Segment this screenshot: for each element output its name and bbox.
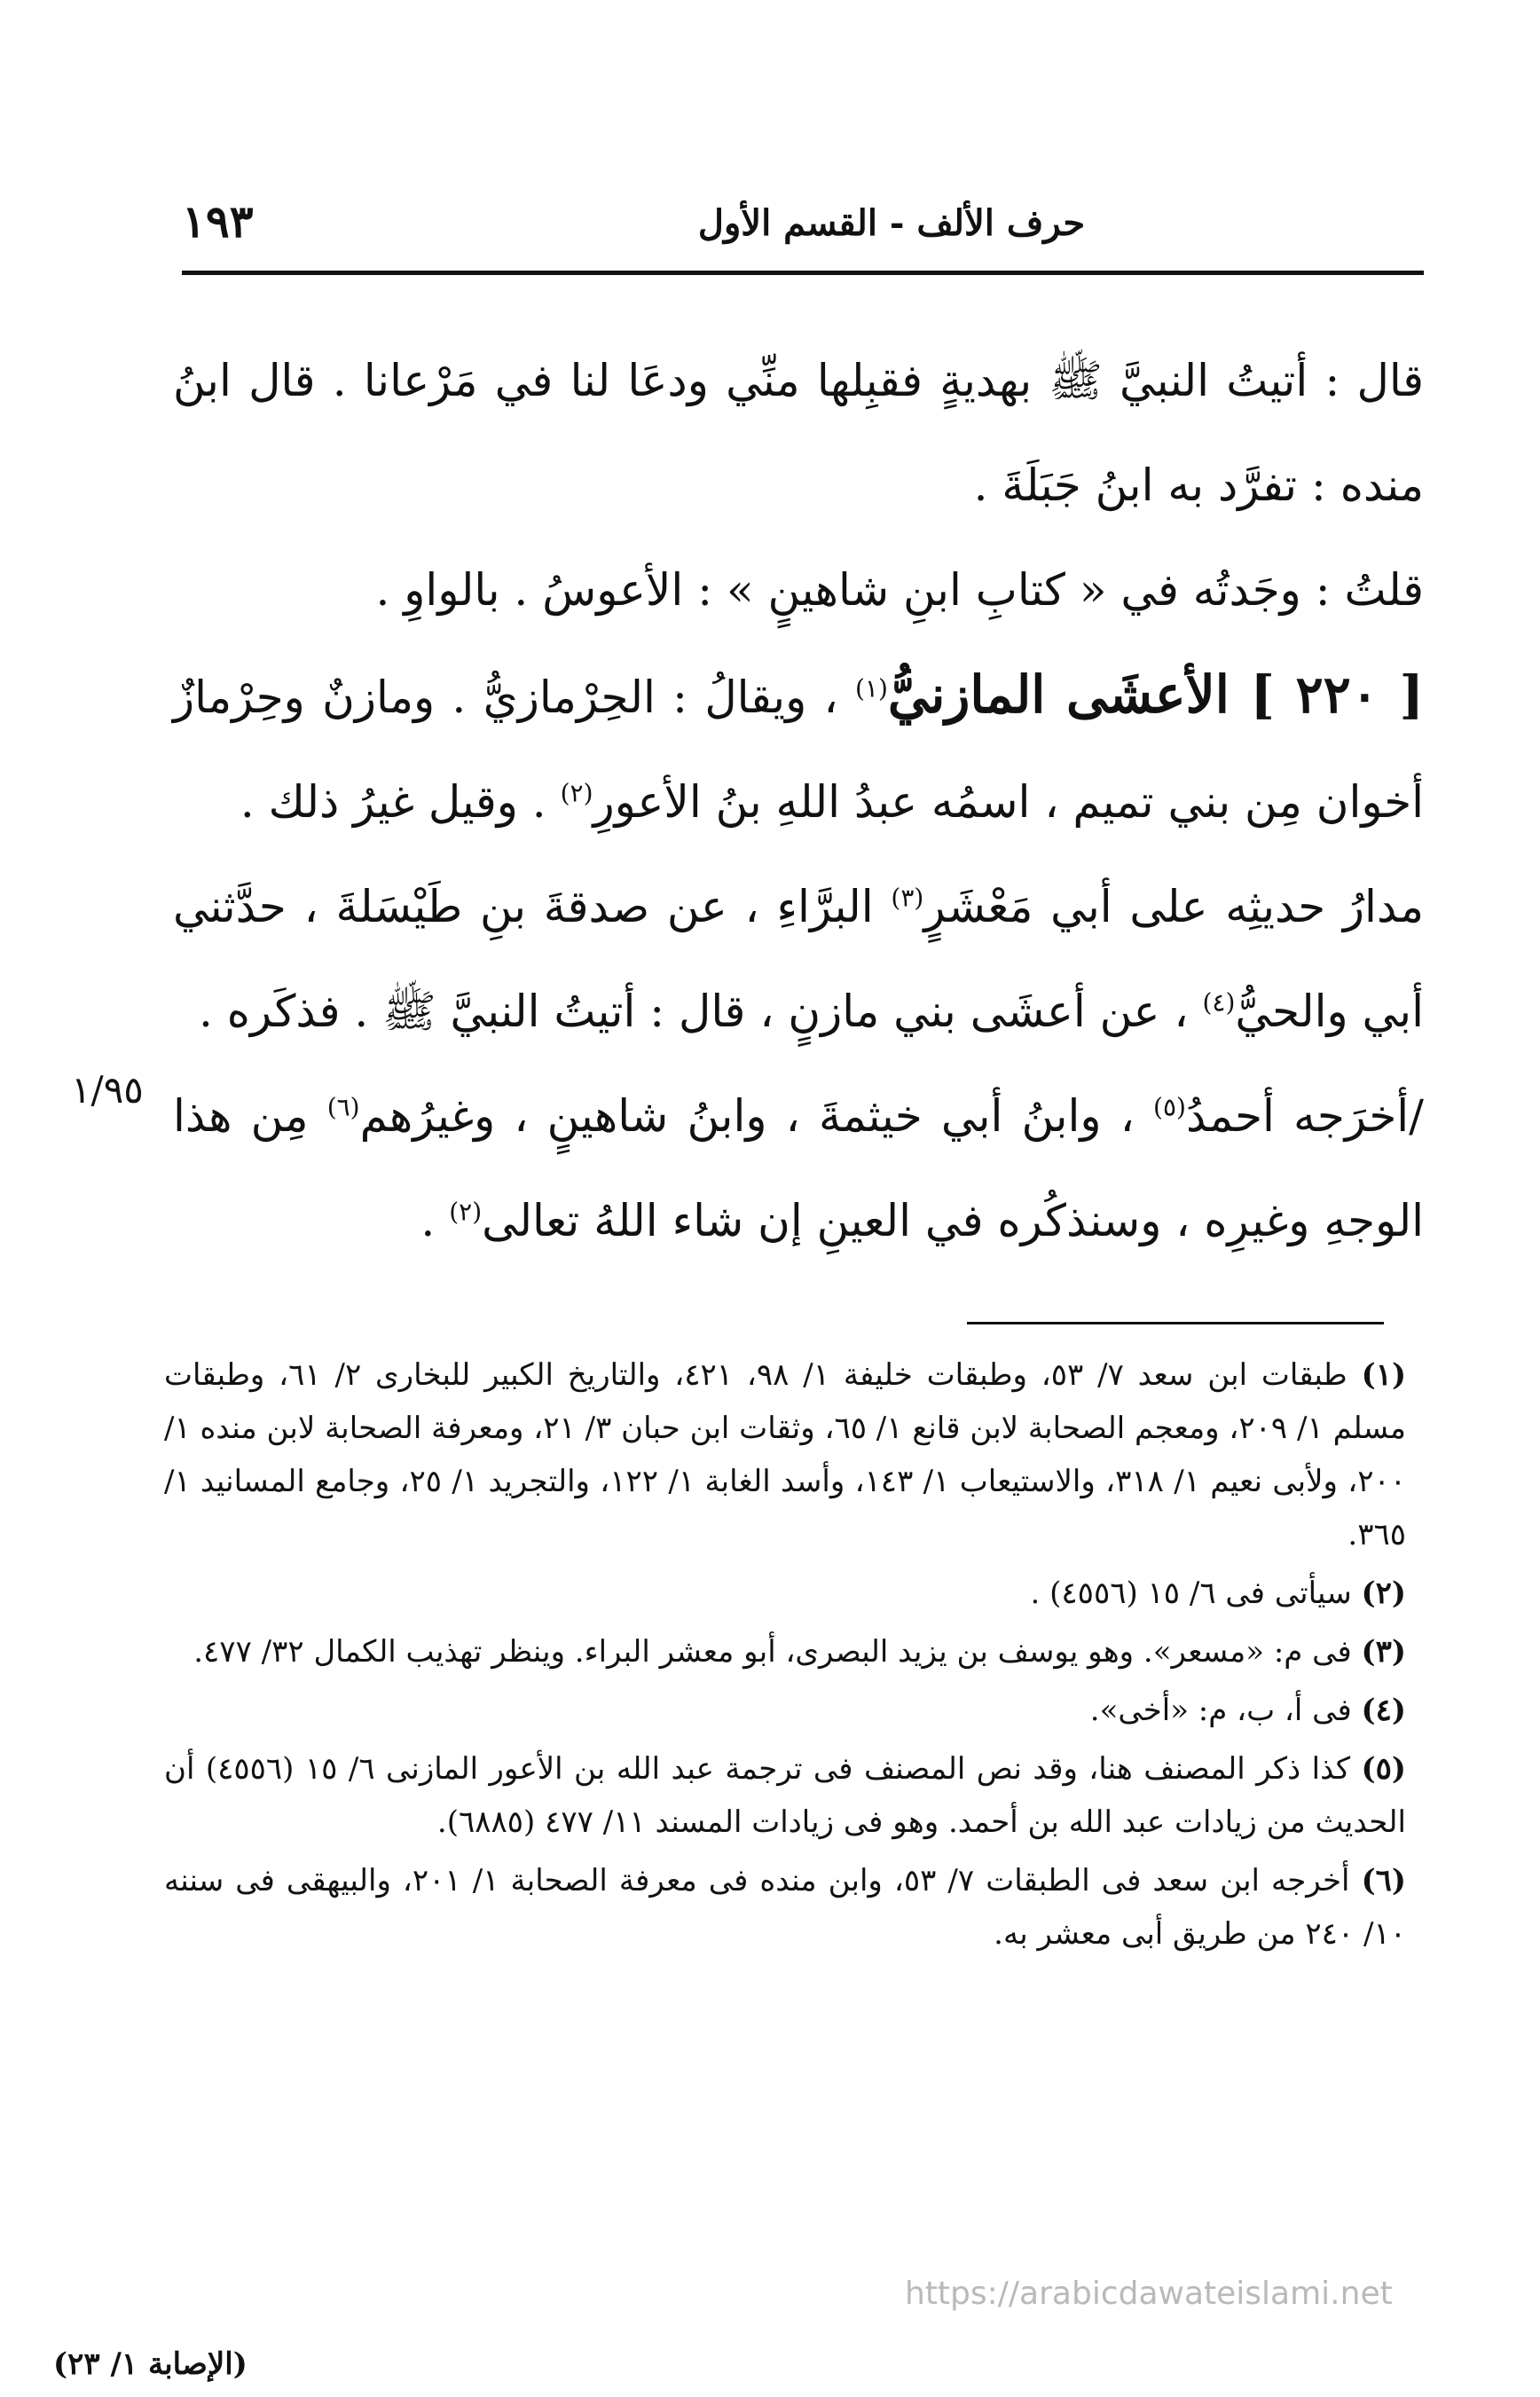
entry-text-end: . وقيل غيرُ ذلك .	[240, 776, 546, 828]
footnote-number: (١)	[1361, 1357, 1407, 1393]
footnote-text: أخرجه ابن سعد فى الطبقات ٧/ ٥٣، وابن منده فى معرفة الصحابة ١/ ٢٠١، والبيهقى فى سننه ١٠/ ٢٤٠ من طريق أبى معشر به.	[164, 1863, 1406, 1952]
paragraph-4-text-b: البرَّاءِ ، عن صدقةَ بنِ طَيْسَلةَ ، حدَّثني أبي والحيُّ	[173, 881, 1424, 1037]
footnote-ref-3[interactable]: (٣)	[891, 883, 924, 913]
footnote-number: (٤)	[1361, 1693, 1406, 1728]
footnote-ref-1[interactable]: (١)	[854, 673, 888, 703]
footnote-rule	[967, 1322, 1384, 1324]
paragraph-5-text-b: ، وابنُ أبي خيثمةَ ، وابنُ شاهينٍ ، وغيرُهم	[359, 1090, 1135, 1142]
watermark-url: https://arabicdawateislami.net	[905, 2275, 1393, 2312]
header-rule	[182, 271, 1424, 275]
footnote	[164, 1684, 1406, 1737]
paragraph-1: قال : أتيتُ النبيَّ ﷺ بهديةٍ فقبِلها منِّي ودعَا لنا في مَرْعانا . قال ابنُ منده : تفرَّد به ابنُ جَبَلَةَ .	[173, 355, 1424, 511]
footnote-ref-6[interactable]: (٦)	[326, 1092, 360, 1122]
page-number: ١٩٣	[182, 195, 254, 248]
entry-heading: [ ٢٢٠ ] الأعشَى المازنيُّ	[887, 664, 1424, 725]
main-text	[173, 328, 1424, 1273]
running-title: حرف الألف - القسم الأول	[697, 202, 1086, 244]
footnote	[164, 1625, 1406, 1678]
bottom-signature: (الإصابة ١/ ٢٣)	[53, 2346, 248, 2382]
footnote-number: (٥)	[1361, 1751, 1406, 1787]
footnote	[164, 1348, 1406, 1561]
paragraph-4	[173, 854, 1424, 1064]
paragraph-2: قلتُ : وجَدتُه في « كتابِ ابنِ شاهينٍ » : الأعوسُ . بالواوِ .	[375, 564, 1424, 616]
footnote-number: (٦)	[1361, 1863, 1407, 1898]
footnote-number: (٣)	[1361, 1634, 1406, 1670]
footnote-text: طبقات ابن سعد ٧/ ٥٣، وطبقات خليفة ١/ ٩٨، ٤٢١، والتاريخ الكبير للبخارى ٢/ ٦١، وطبقات مسلم ١/ ٢٠٩، ومعجم الصحابة لابن قانع ١/ ٦٥، وثقات ابن حبان ٣/ ٢١، ومعرفة الصحابة لابن منده ١/ ٢٠٠، ولأبى نعيم ١/ ٣١٨، والاستيعاب ١/ ١٤٣، وأسد الغابة ١/ ١٢٢، والتجريد ١/ ٢٥، وجامع المسانيد ١/ ٣٦٥.	[164, 1357, 1407, 1552]
footnote	[164, 1742, 1406, 1849]
footnote-text: فى أ، ب، م: «أخى».	[1089, 1693, 1352, 1728]
paragraph-5-text-c: مِن هذا الوجهِ وغيرِه ، وسنذكُره في العينِ إن شاء اللهُ تعالى	[173, 1090, 1424, 1246]
footnote	[164, 1567, 1406, 1620]
footnote-ref-2[interactable]: (٢)	[560, 778, 593, 808]
footnote-text: سيأتى فى ٦/ ١٥ (٤٥٥٦) .	[1030, 1576, 1352, 1611]
footnotes	[164, 1348, 1406, 1966]
paragraph-5-end: .	[420, 1195, 436, 1246]
paragraph-4-text-a: مدارُ حديثِه على أبي مَعْشَرٍ	[923, 881, 1424, 932]
paragraph-5-text-a: /أخرَجه أحمدُ	[1185, 1090, 1424, 1142]
footnote-text: كذا ذكر المصنف هنا، وقد نص المصنف فى ترجمة عبد الله بن الأعور المازنى ٦/ ١٥ (٤٥٥٦) أن الحديث من زيادات عبد الله بن أحمد. وهو فى زيادات المسند ١١/ ٤٧٧ (٦٨٨٥).	[164, 1751, 1406, 1840]
footnote	[164, 1854, 1406, 1961]
paragraph-5	[173, 1064, 1424, 1273]
manuscript-leaf-ref: ١/٩٥	[71, 1068, 144, 1112]
entry-220	[173, 642, 1424, 854]
paragraph-4-text-c: ، عن أعشَى بني مازنٍ ، قال : أتيتُ النبيَّ ﷺ . فذكَره .	[199, 986, 1189, 1037]
footnote-ref-4[interactable]: (٤)	[1202, 987, 1236, 1018]
footnote-ref-7[interactable]: (٢)	[449, 1197, 483, 1227]
entry-text: ، ويقالُ : الحِرْمازيُّ . ومازنٌ وحِرْمازٌ أخوان مِن بني تميم ، اسمُه عبدُ اللهِ بنُ الأعورِ	[173, 672, 1424, 828]
footnote-ref-5[interactable]: (٥)	[1153, 1092, 1186, 1122]
footnote-number: (٢)	[1361, 1576, 1406, 1611]
footnote-text: فى م: «مسعر». وهو يوسف بن يزيد البصرى، أبو معشر البراء. وينظر تهذيب الكمال ٣٢/ ٤٧٧.	[193, 1634, 1352, 1670]
page-header	[182, 186, 1424, 266]
